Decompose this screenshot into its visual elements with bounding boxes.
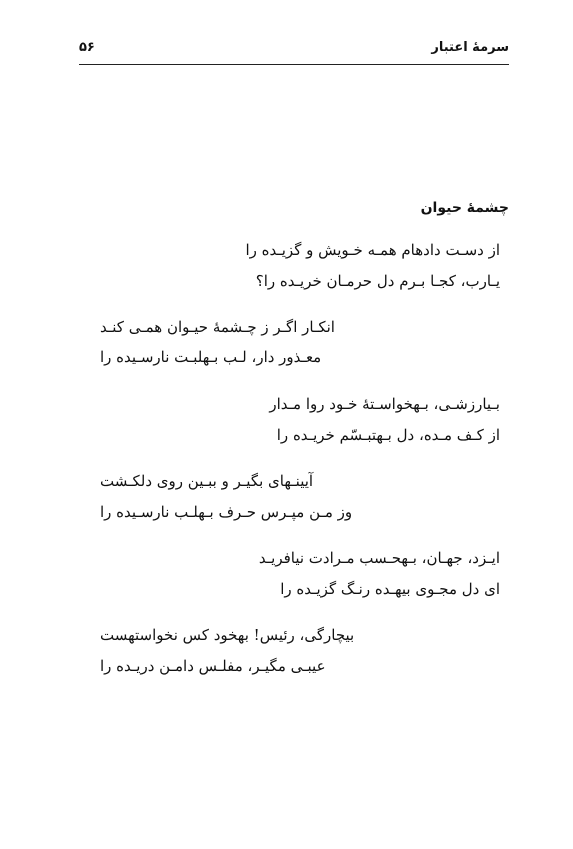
verse-line: از دسـت دادهام همـه خـویش و گزیـده را [245, 241, 500, 259]
page-number: ۵۶ [79, 40, 95, 55]
verse-line: بـیارزشـی، بـهخواسـتهٔ خـود روا مـدار [269, 395, 500, 413]
verse-line: عیبـی مگیـر، مفلـس دامـن دریـده را [100, 657, 326, 675]
verse-line: ایـزد، جهـان، بـهحـسب مـرادت نیافریـد [258, 549, 500, 567]
page-header [79, 38, 509, 65]
running-title: سرمهٔ اعتبار [431, 40, 509, 55]
poem-title: چشمهٔ حیوان [420, 200, 509, 216]
verse-line: ای دل مجـوی بیهـده رنـگ گزیـده را [280, 580, 500, 598]
verse-line: انکـار اگـر ز چـشمهٔ حیـوان همـی کنـد [100, 318, 335, 336]
verse-line: بیچارگی، رئیس! بهخود کس نخواستهست [100, 626, 355, 644]
verse-line: آیینـهای بگیـر و ببـین روی دلکـشت [100, 472, 314, 490]
verse-line: وز مـن مپـرس حـرف بـهلـب نارسـیده را [100, 503, 353, 521]
verse-line: از کـف مـده، دل بـهتبـسّم خریـده را [276, 426, 500, 444]
verse-line: معـذور دار، لـب بـهلبـت نارسـیده را [100, 348, 322, 366]
verse-line: یـارب، کجـا بـرم دل حرمـان خریـده را؟ [255, 272, 500, 290]
